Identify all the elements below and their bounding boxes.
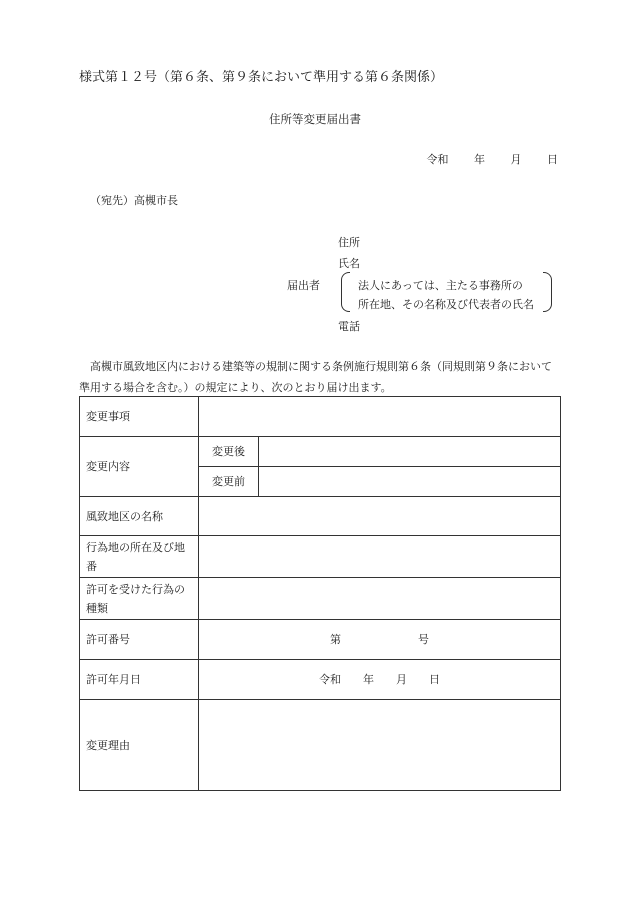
date-day: 日: [547, 153, 558, 166]
applicant-name-label: 氏名: [338, 257, 360, 270]
location-field[interactable]: [199, 536, 561, 578]
after-field[interactable]: [259, 437, 561, 467]
date-era: 令和: [426, 153, 449, 166]
permitted-act-label: 許可を受けた行為の種類: [80, 578, 199, 620]
after-label: 変更後: [199, 437, 259, 467]
permit-date-label: 許可年月日: [80, 660, 199, 700]
table-row: [80, 620, 561, 660]
before-field[interactable]: [259, 467, 561, 497]
form-number: 様式第１２号（第６条、第９条において準用する第６条関係）: [79, 70, 444, 85]
permit-date-field[interactable]: 令和 年 月 日: [199, 660, 561, 700]
reason-label: 変更理由: [80, 700, 199, 791]
applicant-label: 届出者: [287, 279, 320, 292]
permitted-act-field[interactable]: [199, 578, 561, 620]
addressee: （宛先）高槻市長: [90, 194, 178, 207]
submission-date: [427, 151, 559, 167]
applicant-note-line1: 法人にあっては、主たる事務所の: [358, 279, 523, 292]
applicant-address-label: 住所: [338, 236, 360, 249]
declaration-text: 高槻市風致地区内における建築等の規制に関する条例施行規則第６条（同規則第９条において準用する場合を含む。）の規定により、次のとおり届け出ます。: [79, 360, 552, 394]
date-month: 月: [510, 153, 522, 166]
applicant-phone-label: 電話: [338, 320, 360, 333]
reason-field[interactable]: [199, 700, 561, 791]
table-row: [80, 578, 561, 620]
change-item-label: 変更事項: [80, 397, 199, 437]
bracket-right: [543, 272, 552, 312]
table-row: [80, 700, 561, 791]
before-label: 変更前: [199, 467, 259, 497]
applicant-note-line2: 所在地、その名称及び代表者の氏名: [358, 298, 534, 311]
table-row: [80, 660, 561, 700]
table-row: [80, 536, 561, 578]
table-row: [80, 437, 561, 467]
document-title: 住所等変更届出書: [269, 112, 361, 126]
bracket-left: [341, 272, 350, 312]
district-name-label: 風致地区の名称: [80, 497, 199, 536]
permit-number-field[interactable]: 第 号: [199, 620, 561, 660]
location-label: 行為地の所在及び地番: [80, 536, 199, 578]
change-item-field[interactable]: [199, 397, 561, 437]
table-row: [80, 397, 561, 437]
district-name-field[interactable]: [199, 497, 561, 536]
permit-number-label: 許可番号: [80, 620, 199, 660]
date-year: 年: [474, 153, 485, 166]
table-row: [80, 497, 561, 536]
change-form-table: [79, 396, 561, 791]
change-content-label: 変更内容: [80, 437, 199, 497]
